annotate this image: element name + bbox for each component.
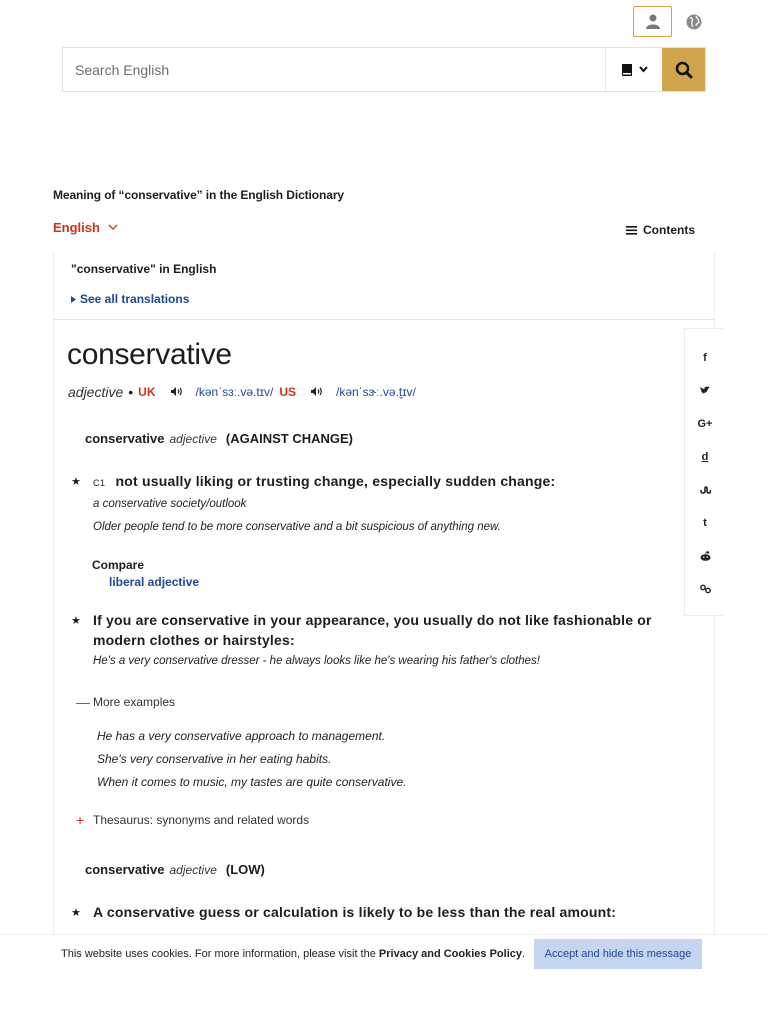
caret-right-icon (71, 296, 76, 303)
us-label: US (279, 385, 296, 399)
language-label: English (53, 220, 100, 235)
translations-box (53, 252, 715, 320)
user-account-button[interactable] (633, 6, 672, 37)
uk-audio-button[interactable] (170, 386, 184, 398)
uk-label: UK (138, 385, 156, 399)
language-globe-button[interactable] (684, 12, 704, 32)
sense-header: conservative adjective (AGAINST CHANGE) (85, 431, 353, 446)
compare-block (92, 558, 199, 589)
facebook-icon: f (703, 351, 707, 364)
pronunciation-line (68, 384, 422, 400)
speaker-icon (310, 386, 323, 397)
example: a conservative society/outlook (93, 498, 247, 510)
collapse-icon: — (76, 694, 90, 710)
us-audio-button[interactable] (310, 386, 324, 398)
list-item: When it comes to music, my tastes are quite conservative. (97, 775, 407, 789)
search-icon (675, 61, 693, 79)
facebook-share-button[interactable] (685, 341, 725, 374)
example: He's a very conservative dresser - he always looks like he's wearing his father's clothes! (93, 655, 540, 667)
chevron-down-icon (639, 66, 648, 73)
more-examples-list (97, 725, 406, 794)
translations-heading: "conservative" in English (71, 262, 217, 276)
part-of-speech: adjective (68, 384, 124, 400)
link-icon (700, 584, 711, 594)
more-examples-toggle[interactable]: — More examples (76, 694, 176, 710)
contents-label: Contents (643, 223, 695, 237)
user-icon (646, 14, 660, 29)
twitter-share-button[interactable] (685, 374, 725, 407)
star-icon[interactable]: ★ (71, 615, 81, 627)
definition-block (71, 902, 691, 922)
cefr-level: C1 (93, 478, 106, 488)
compare-label: Compare (92, 558, 145, 572)
compare-link[interactable]: liberal adjective (109, 575, 200, 589)
star-icon[interactable]: ★ (71, 476, 81, 488)
definition-text: C1 not usually liking or trusting change, especially sudden change: (93, 473, 556, 489)
tumblr-share-button[interactable] (685, 506, 725, 539)
stumbleupon-share-button[interactable] (685, 473, 725, 506)
tumblr-icon: t (703, 516, 707, 529)
copy-link-button[interactable] (685, 572, 725, 605)
reddit-icon (700, 551, 711, 561)
book-icon (621, 63, 633, 77)
star-icon[interactable]: ★ (71, 907, 81, 919)
search-bar (62, 47, 706, 92)
delicious-share-button[interactable] (685, 440, 725, 473)
definition-text: A conservative guess or calculation is likely to be less than the real amount: (93, 904, 617, 920)
thesaurus-toggle[interactable]: + Thesaurus: synonyms and related words (76, 812, 310, 828)
accept-cookies-button[interactable]: Accept and hide this message (534, 939, 702, 969)
google-plus-share-button[interactable] (685, 407, 725, 440)
contents-button[interactable] (626, 223, 695, 237)
delicious-icon: d (701, 450, 709, 463)
page-title: Meaning of “conservative” in the English Dictionary (53, 188, 344, 202)
cookie-banner (0, 934, 768, 974)
list-item: He has a very conservative approach to management. (97, 729, 386, 743)
stumbleupon-icon (700, 485, 711, 494)
share-bar (684, 328, 724, 616)
search-input[interactable] (63, 48, 605, 91)
reddit-share-button[interactable] (685, 539, 725, 572)
list-item: She's very conservative in her eating habits. (97, 752, 332, 766)
definition-block (71, 610, 691, 672)
cookie-message: This website uses cookies. For more information, please visit the Privacy and Cookies Policy. (61, 948, 526, 960)
separator-dot: • (128, 384, 134, 400)
top-icons (633, 6, 704, 37)
headword: conservative (67, 338, 232, 371)
chevron-down-icon (108, 224, 118, 231)
google-plus-icon: G+ (697, 417, 713, 430)
see-all-translations-link[interactable]: See all translations (71, 292, 189, 306)
dictionary-selector[interactable] (605, 48, 662, 91)
speaker-icon (170, 386, 183, 397)
sense-header: conservative adjective (LOW) (85, 862, 265, 877)
twitter-icon (700, 386, 710, 395)
language-dropdown[interactable] (53, 220, 118, 235)
example: Older people tend to be more conservative and a bit suspicious of anything new. (93, 521, 501, 533)
privacy-policy-link[interactable]: Privacy and Cookies Policy (378, 948, 522, 960)
uk-ipa: /kənˈsɜː.və.tɪv/ (195, 385, 274, 399)
search-button[interactable] (662, 48, 705, 91)
globe-icon (686, 14, 702, 30)
us-ipa: /kənˈsɝː.və.t̬ɪv/ (335, 385, 416, 399)
expand-icon: + (76, 812, 85, 828)
dictionary-entry (53, 320, 715, 940)
menu-icon (626, 225, 637, 235)
definition-text: If you are conservative in your appearance, you usually do not like fashionable or modern clothes or hairstyles: (93, 612, 652, 648)
definition-block (71, 471, 691, 539)
